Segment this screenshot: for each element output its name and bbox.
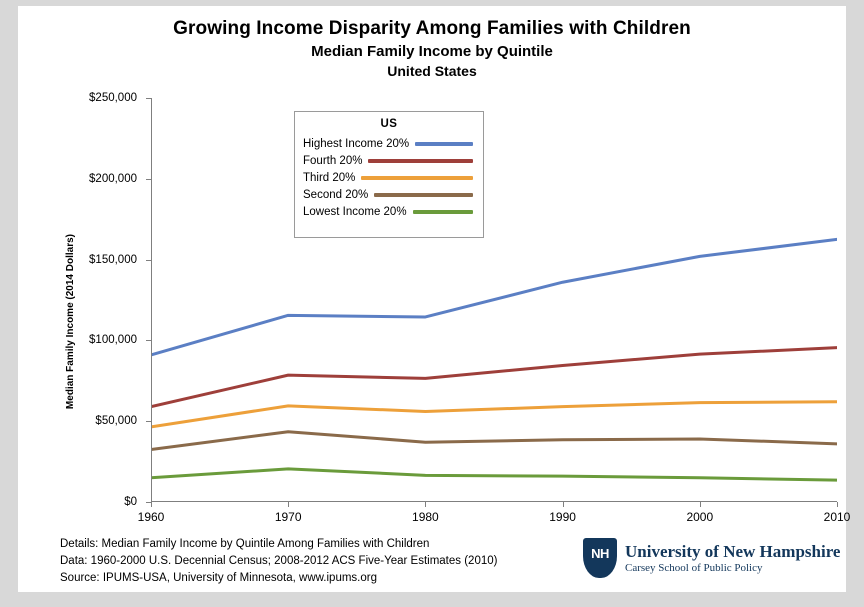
y-tick-mark — [146, 98, 151, 99]
footer — [18, 534, 846, 592]
legend-title: US — [380, 118, 398, 130]
chart-subtitle: Median Family Income by Quintile — [311, 43, 553, 60]
y-tick-label: $0 — [124, 496, 137, 508]
shield-icon — [583, 538, 617, 578]
y-tick-label: $100,000 — [89, 334, 137, 347]
footer-line-details: Details: Median Family Income by Quintile Among Families with Children — [60, 538, 430, 550]
y-tick-label: $200,000 — [89, 172, 137, 185]
series-line — [151, 239, 837, 355]
y-axis-title: Median Family Income (2014 Dollars) — [65, 234, 76, 410]
legend-item[interactable] — [303, 152, 475, 169]
y-tick-mark — [146, 340, 151, 341]
footer-line-source: Source: IPUMS-USA, University of Minnesota, www.ipums.org — [60, 572, 377, 584]
x-tick-mark — [563, 502, 564, 507]
x-tick-label: 1980 — [412, 510, 439, 524]
chart-title: Growing Income Disparity Among Families with Children — [173, 18, 691, 39]
x-tick-mark — [837, 502, 838, 507]
legend-item[interactable] — [303, 186, 475, 203]
y-tick-label: $250,000 — [89, 92, 137, 104]
legend-item-label: Second 20% — [303, 188, 369, 201]
series-line — [151, 402, 837, 427]
x-tick-mark — [425, 502, 426, 507]
plot-region — [89, 92, 851, 524]
legend-color-swatch — [374, 193, 473, 197]
legend-item[interactable] — [303, 203, 475, 220]
chart-subtitle-2: United States — [387, 63, 477, 79]
y-tick-label: $50,000 — [95, 415, 137, 428]
x-tick-mark — [700, 502, 701, 507]
legend-rows — [303, 135, 475, 220]
x-axis-line — [151, 501, 837, 502]
chart-page — [18, 6, 851, 592]
y-tick-mark — [146, 179, 151, 180]
legend-color-swatch — [361, 176, 473, 180]
legend-color-swatch — [413, 210, 473, 214]
x-tick-label: 2000 — [686, 510, 714, 524]
x-tick-mark — [288, 502, 289, 507]
y-tick-mark — [146, 421, 151, 422]
x-tick-label: 1960 — [137, 510, 165, 524]
y-tick-label: $150,000 — [89, 253, 137, 266]
series-line — [151, 469, 837, 480]
x-tick-label: 1970 — [274, 510, 302, 524]
chart-titles — [18, 6, 846, 79]
legend-item-label: Lowest Income 20% — [303, 205, 407, 218]
series-line — [151, 348, 837, 407]
legend-item-label: Fourth 20% — [303, 154, 363, 167]
x-tick-label: 2010 — [823, 510, 851, 524]
logo-university-name: University of New Hampshire — [625, 541, 841, 561]
y-axis-line — [151, 98, 152, 502]
legend-color-swatch — [415, 142, 473, 146]
legend-item-label: Highest Income 20% — [303, 137, 410, 150]
legend-item[interactable] — [303, 135, 475, 152]
legend-item[interactable] — [303, 169, 475, 186]
x-tick-label: 1990 — [549, 510, 576, 524]
legend-color-swatch — [368, 159, 473, 163]
logo-school-name: Carsey School of Public Policy — [625, 561, 763, 574]
y-tick-mark — [146, 260, 151, 261]
x-tick-mark — [151, 502, 152, 507]
unh-logo — [583, 538, 840, 578]
logo-text — [625, 542, 840, 575]
chart-area — [18, 84, 851, 524]
logo-initials: NH — [591, 546, 609, 561]
footer-line-data: Data: 1960-2000 U.S. Decennial Census; 2008-2012 ACS Five-Year Estimates (2010) — [60, 555, 498, 567]
legend-item-label: Third 20% — [303, 171, 356, 184]
series-line — [151, 432, 837, 450]
footer-notes — [60, 536, 497, 587]
legend — [294, 111, 484, 238]
series-lines — [151, 98, 837, 502]
